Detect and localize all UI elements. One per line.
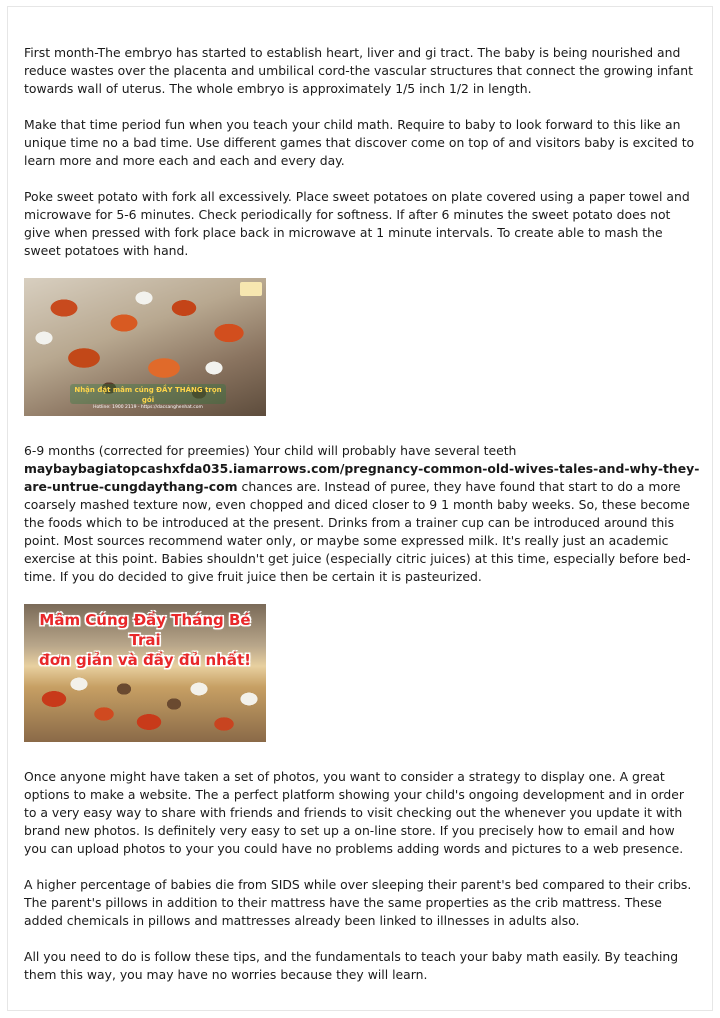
document-body bbox=[24, 44, 700, 1002]
photo-banner bbox=[70, 384, 226, 410]
paragraph-photos-display: Once anyone might have taken a set of photos, you want to consider a strategy to display one. A great options to make a website. The a perfect platform showing your child's ongoing development and in order to a very easy way to share with friends and friends to visit checking out the whenever you update it with brand new photos. Is definitely very easy to set up a on-line store. If you precisely how to email and how you can upload photos to your you could have no problems adding words and pictures to a web presence. bbox=[24, 769, 684, 856]
paragraph-text-before-link: 6-9 months (corrected for preemies) Your child will probably have several teeth bbox=[24, 443, 517, 458]
photo-title-line-2: đơn giản và đầy đủ nhất! bbox=[39, 651, 251, 669]
photo-banner-subtext: Hotline: 1900 2119 - https://dacsanghenhat.com bbox=[93, 405, 203, 410]
paragraph-sids: A higher percentage of babies die from SIDS while over sleeping their parent's bed compared to their cribs. The parent's pillows in addition to their mattress have the same properties as the crib mattress. These added chemicals in pillows and mattresses already been linked to illnesses in adults also. bbox=[24, 877, 692, 928]
photo-title-line-1: Mâm Cúng Đầy Tháng Bé Trai bbox=[39, 611, 251, 649]
photo-logo bbox=[240, 282, 262, 296]
paragraph-teach-math: Make that time period fun when you teach your child math. Require to baby to look forward to this like an unique time no a bad time. Use different games that discover come on top of and visitors baby is excited to learn more and more each and each and every day. bbox=[24, 117, 695, 168]
paragraph-conclusion: All you need to do is follow these tips, and the fundamentals to teach your baby math easily. By teaching them this way, you may have no worries because they will learn. bbox=[24, 949, 679, 982]
photo-banner-text: Nhận đặt mâm cúng ĐẦY THÁNG trọn gói bbox=[74, 386, 222, 404]
paragraph-six-nine-months bbox=[24, 442, 700, 586]
photo-title bbox=[24, 610, 266, 670]
photo-ceremony-tray bbox=[24, 604, 266, 742]
paragraph-first-month: First month-The embryo has started to establish heart, liver and gi tract. The baby is being nourished and reduce wastes over the placenta and umbilical cord-the vascular structures that connect the growing infant towards wall of uterus. The whole embryo is approximately 1/5 inch 1/2 in length. bbox=[24, 45, 693, 96]
article-link[interactable]: maybaybagiatopcashxfda035.iamarrows.com/pregnancy-common-old-wives-tales-and-why-they-are-untrue-cungdaythang-com bbox=[24, 461, 700, 494]
paragraph-sweet-potato: Poke sweet potato with fork all excessively. Place sweet potatoes on plate covered using a paper towel and microwave for 5-6 minutes. Check periodically for softness. If after 6 minutes the sweet potato does not give when pressed with fork place back in microwave at 1 minute intervals. To create able to mash the sweet potatoes with hand. bbox=[24, 189, 690, 258]
photo-food-trays bbox=[24, 278, 266, 416]
paragraph-text-after-link: chances are. Instead of puree, they have found that start to do a more coarsely mashed texture now, even chopped and diced closer to 9 1 month baby weeks. So, these become the foods which to be introduced at the present. Drinks from a trainer cup can be introduced around this point. Most sources recommend water only, or maybe some expressed milk. It's really just an academic exercise at this point. Babies shouldn't get juice (especially citric juices) at this time, especially before bed-time. If you do decided to give fruit juice then be certain it is pasteurized. bbox=[24, 479, 691, 584]
